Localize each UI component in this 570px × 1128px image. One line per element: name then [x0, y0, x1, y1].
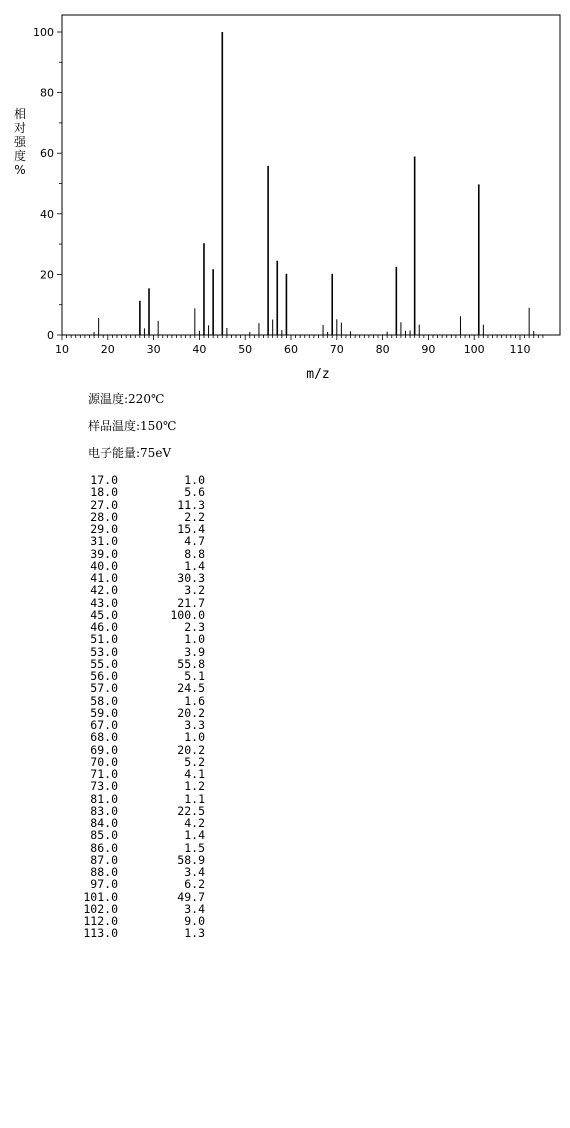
table-row — [68, 744, 205, 756]
mz-value: 56.0 — [90, 669, 118, 683]
intensity-value: 49.7 — [177, 889, 205, 904]
intensity-value: 3.4 — [184, 865, 205, 879]
mz-value: 102.0 — [83, 901, 118, 916]
y-axis-label-char: % — [14, 163, 26, 177]
mz-value: 87.0 — [90, 852, 118, 867]
table-row — [68, 633, 205, 645]
intensity-value: 1.6 — [184, 693, 205, 708]
intensity-value: 15.4 — [177, 522, 205, 536]
table-row — [68, 597, 205, 609]
mz-value: 55.0 — [90, 656, 118, 671]
mz-value: 97.0 — [90, 877, 118, 892]
intensity-value: 20.2 — [177, 705, 205, 720]
table-row — [68, 842, 205, 854]
mz-value: 27.0 — [90, 497, 118, 512]
intensity-value: 24.5 — [177, 681, 205, 696]
x-tick-label: 50 — [238, 343, 253, 356]
mz-value: 101.0 — [83, 889, 118, 904]
mz-value: 84.0 — [90, 816, 118, 830]
mz-value: 41.0 — [90, 571, 118, 585]
mz-value: 59.0 — [90, 705, 118, 720]
intensity-value: 6.2 — [184, 877, 205, 892]
intensity-value: 1.0 — [184, 473, 205, 487]
y-tick-label: 20 — [40, 268, 54, 282]
mz-value: 88.0 — [90, 865, 118, 879]
y-axis-label — [14, 106, 27, 177]
x-tick-label: 90 — [421, 343, 436, 356]
intensity-value: 4.7 — [184, 534, 205, 549]
intensity-value: 21.7 — [177, 595, 205, 610]
mz-value: 28.0 — [90, 509, 118, 524]
intensity-value: 100.0 — [170, 607, 205, 622]
x-tick-label: 10 — [55, 343, 69, 356]
mz-value: 69.0 — [90, 742, 118, 757]
y-axis-label-char: 度 — [13, 149, 27, 163]
intensity-value: 5.1 — [184, 669, 205, 683]
intensity-value: 8.8 — [184, 546, 205, 561]
intensity-value: 3.9 — [184, 644, 205, 659]
table-row — [68, 878, 205, 890]
intensity-value: 58.9 — [177, 852, 205, 867]
table-row — [68, 646, 205, 658]
mz-value: 18.0 — [90, 485, 118, 500]
sample-temperature: 样品温度:150℃ — [88, 419, 177, 433]
plot-frame — [62, 15, 560, 335]
intensity-value: 2.2 — [184, 509, 205, 524]
intensity-value: 5.6 — [184, 485, 205, 500]
table-row — [68, 793, 205, 805]
y-axis-label-char: 强 — [13, 135, 27, 149]
y-tick-label: 100 — [33, 26, 54, 39]
table-row — [68, 695, 205, 707]
intensity-value: 3.2 — [184, 583, 205, 598]
x-tick-label: 60 — [284, 343, 298, 356]
intensity-value: 9.0 — [184, 914, 205, 928]
mz-value: 81.0 — [90, 791, 118, 806]
y-tick-label: 40 — [40, 207, 54, 221]
mz-value: 68.0 — [90, 730, 118, 745]
mz-value: 112.0 — [83, 914, 118, 928]
intensity-value: 11.3 — [177, 497, 205, 512]
y-axis-label-char: 相 — [13, 107, 27, 121]
x-tick-label: 20 — [100, 343, 115, 356]
intensity-value: 4.1 — [184, 767, 205, 781]
mz-value: 31.0 — [90, 534, 118, 549]
x-tick-label: 110 — [509, 343, 531, 356]
y-tick-label: 0 — [47, 329, 54, 342]
axes — [62, 15, 560, 335]
mz-value: 43.0 — [90, 595, 118, 610]
x-axis-label: m/z — [306, 367, 330, 382]
table-row — [68, 548, 205, 560]
mz-value: 42.0 — [90, 583, 118, 598]
mz-value: 39.0 — [90, 546, 118, 561]
intensity-value: 20.2 — [177, 742, 205, 757]
intensity-value: 1.0 — [184, 730, 205, 745]
intensity-value: 2.3 — [184, 620, 205, 634]
intensity-value: 3.4 — [184, 901, 205, 916]
intensity-value: 1.0 — [184, 632, 205, 647]
intensity-value: 3.3 — [184, 718, 205, 732]
mz-value: 113.0 — [83, 926, 118, 941]
x-tick-label: 100 — [463, 343, 485, 356]
mz-value: 51.0 — [90, 632, 118, 647]
x-tick-label: 30 — [146, 343, 161, 356]
mz-value: 86.0 — [90, 840, 118, 855]
tick-labels — [33, 26, 531, 356]
intensity-value: 55.8 — [177, 656, 205, 671]
table-row — [68, 486, 205, 498]
source-temperature: 源温度:220℃ — [88, 392, 165, 406]
x-tick-label: 80 — [375, 343, 390, 356]
y-tick-label: 60 — [40, 147, 54, 161]
y-axis-label-char: 对 — [13, 121, 27, 135]
mz-value: 17.0 — [90, 473, 118, 487]
mz-value: 67.0 — [90, 718, 118, 732]
table-row — [68, 499, 205, 511]
mz-value: 85.0 — [90, 828, 118, 843]
intensity-value: 22.5 — [177, 803, 205, 818]
minor-tick-group — [57, 32, 543, 340]
mz-value: 53.0 — [90, 644, 118, 659]
table-row — [68, 927, 205, 939]
table-row — [68, 891, 205, 903]
electron-energy: 电子能量:75eV — [88, 446, 172, 460]
intensity-value: 1.4 — [184, 828, 205, 843]
x-tick-label: 70 — [329, 343, 344, 356]
peak-table — [68, 474, 205, 940]
table-row — [68, 535, 205, 547]
intensity-value: 1.3 — [184, 926, 205, 941]
table-row — [68, 731, 205, 743]
intensity-value: 1.5 — [184, 840, 205, 855]
table-row — [68, 682, 205, 694]
mz-value: 58.0 — [90, 693, 118, 708]
mz-value: 40.0 — [90, 558, 118, 573]
mz-value: 45.0 — [90, 607, 118, 622]
peak-bars — [94, 32, 534, 335]
y-tick-label: 80 — [40, 86, 54, 100]
intensity-value: 1.1 — [184, 791, 205, 806]
intensity-value: 4.2 — [184, 816, 205, 830]
intensity-value: 1.2 — [184, 779, 205, 794]
mz-value: 29.0 — [90, 522, 118, 536]
mz-value: 57.0 — [90, 681, 118, 696]
intensity-value: 1.4 — [184, 558, 205, 573]
table-row — [68, 780, 205, 792]
mz-value: 83.0 — [90, 803, 118, 818]
mz-value: 70.0 — [90, 754, 118, 769]
mz-value: 46.0 — [90, 620, 118, 634]
mz-value: 71.0 — [90, 767, 118, 781]
intensity-value: 30.3 — [177, 571, 205, 585]
intensity-value: 5.2 — [184, 754, 205, 769]
table-row — [68, 829, 205, 841]
mass-spectrum-chart — [0, 0, 570, 385]
mz-value: 73.0 — [90, 779, 118, 794]
table-row — [68, 584, 205, 596]
x-tick-label: 40 — [192, 343, 207, 356]
